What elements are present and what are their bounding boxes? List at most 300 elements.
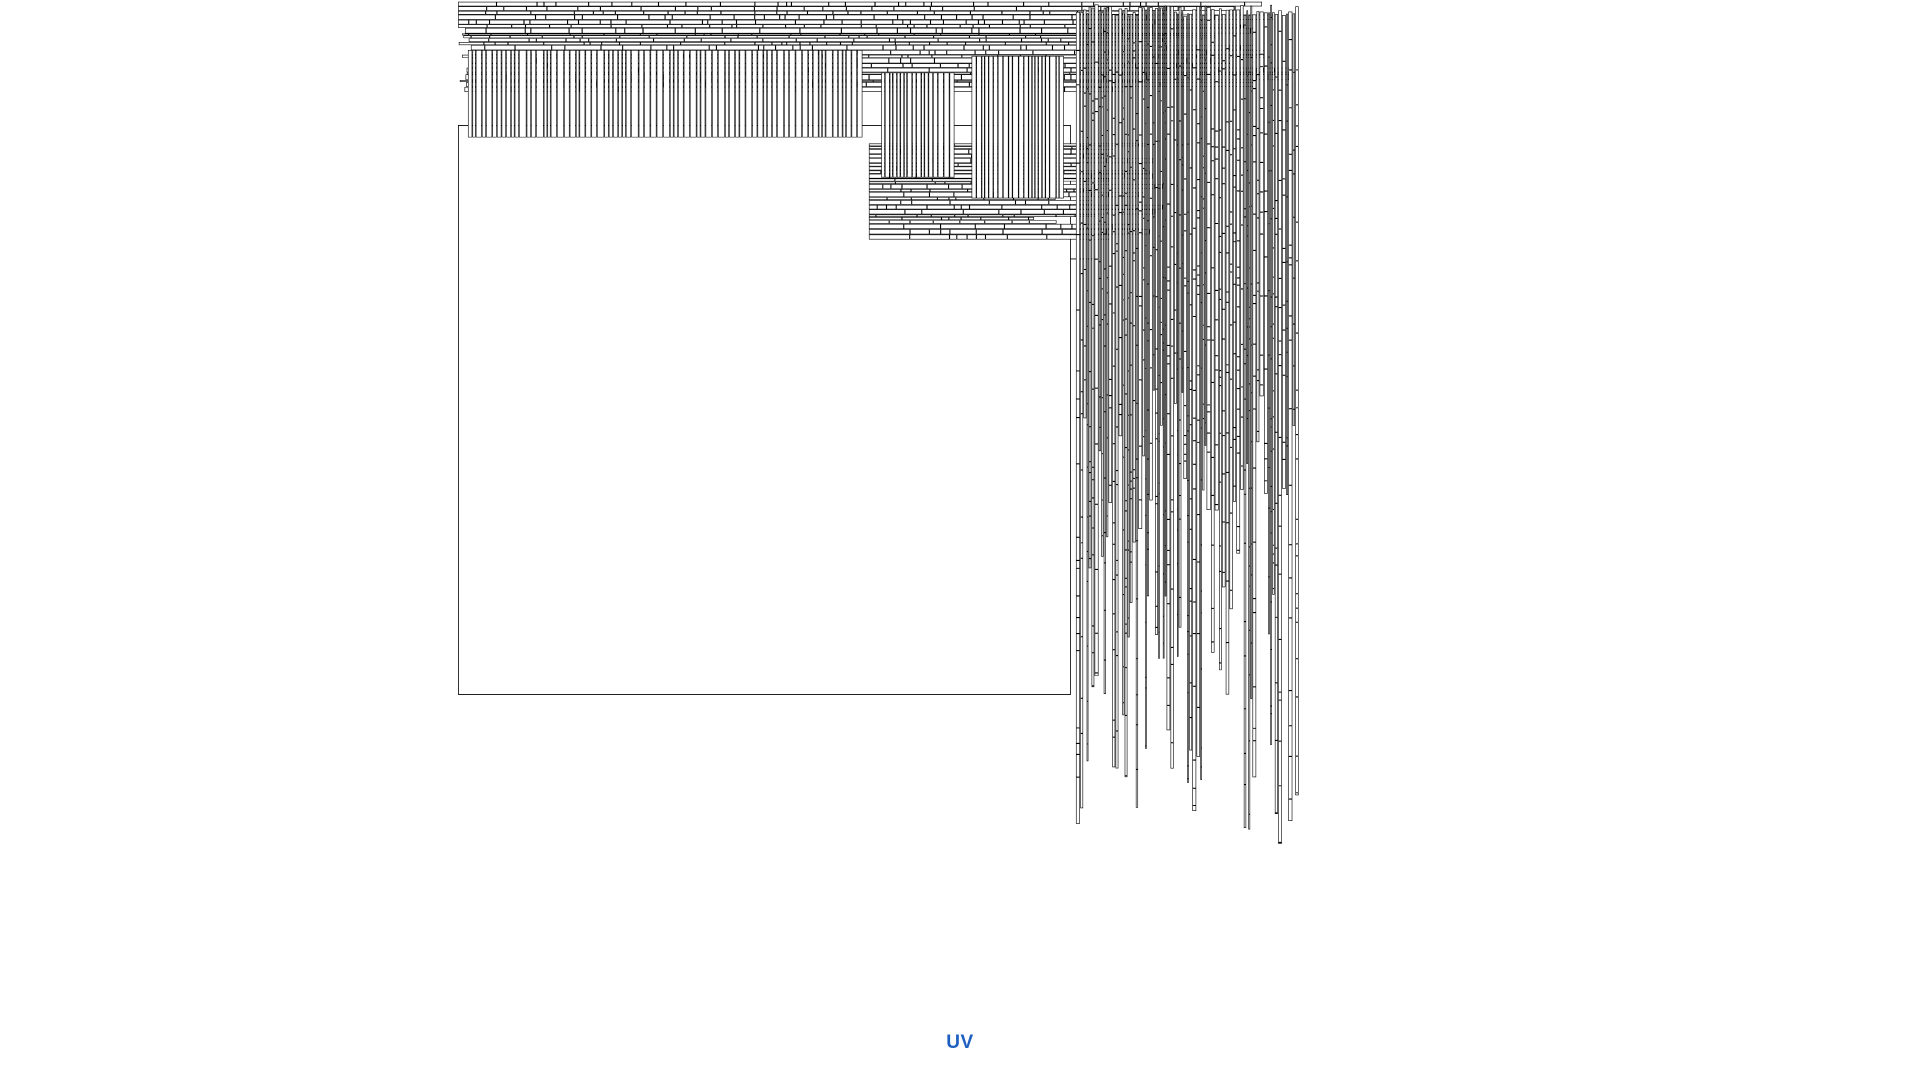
treemap-cell (1150, 134, 1153, 198)
treemap-cell (1215, 179, 1218, 223)
treemap-cell (1116, 561, 1118, 575)
treemap-cell (1197, 634, 1200, 707)
treemap-cell (690, 50, 696, 137)
treemap-cell (1273, 510, 1275, 545)
treemap-cell (1099, 279, 1100, 325)
treemap-cell (1187, 416, 1188, 431)
treemap-cell (1089, 427, 1091, 462)
treemap-cell (1197, 211, 1200, 218)
treemap-cell (1207, 7, 1211, 20)
treemap-cell (1116, 731, 1118, 768)
treemap-cell (1125, 135, 1127, 172)
treemap-cell (1264, 212, 1267, 257)
treemap-cell (1187, 431, 1188, 480)
treemap-cell (967, 68, 972, 72)
treemap-cell (1219, 663, 1221, 670)
treemap-cell (717, 45, 758, 49)
treemap-cell (1159, 188, 1160, 236)
treemap-cell (1123, 258, 1124, 274)
treemap-cell (579, 20, 600, 24)
treemap-cell (1244, 162, 1246, 209)
treemap-cell (1260, 109, 1263, 133)
treemap-cell (1171, 648, 1174, 664)
treemap-cell (1136, 141, 1138, 209)
treemap-cell (1139, 380, 1142, 446)
treemap-cell (912, 198, 938, 200)
treemap-cell (1187, 368, 1188, 416)
treemap-cell (841, 42, 852, 44)
treemap-cell (1253, 136, 1256, 162)
treemap-cell (698, 7, 711, 11)
treemap-cell (1133, 470, 1135, 478)
treemap-cell (1197, 124, 1200, 143)
treemap-cell (1167, 108, 1170, 134)
treemap-cell (564, 50, 569, 137)
treemap-cell (1143, 197, 1145, 218)
treemap-cell (1089, 145, 1091, 190)
treemap-cell (791, 34, 800, 35)
treemap-cell (1130, 232, 1132, 293)
treemap-cell (1197, 218, 1200, 266)
treemap-cell (1279, 741, 1282, 785)
treemap-cell (1279, 279, 1282, 308)
treemap-cell (1095, 444, 1098, 504)
treemap-cell (1282, 263, 1285, 305)
treemap-cell (805, 25, 821, 28)
treemap-cell (1102, 500, 1104, 535)
treemap-cell (623, 45, 651, 49)
treemap-cell (571, 25, 610, 28)
treemap-cell (772, 50, 776, 137)
treemap-cell (1289, 545, 1292, 578)
treemap-cell (734, 15, 754, 20)
treemap-cell (1257, 283, 1259, 291)
treemap-cell (1271, 63, 1272, 105)
treemap-cell (784, 50, 788, 137)
treemap-cell (1211, 383, 1214, 457)
treemap-cell (1125, 194, 1127, 206)
treemap-cell (1260, 67, 1263, 98)
treemap-cell (1128, 550, 1129, 618)
treemap-cell (1153, 145, 1154, 217)
treemap-cell (1222, 69, 1225, 147)
treemap-cell (752, 34, 791, 35)
treemap-cell (739, 34, 752, 35)
treemap-cell (1109, 191, 1112, 266)
treemap-cell (1289, 245, 1292, 257)
treemap-cell (1076, 418, 1079, 464)
treemap-cell (1179, 215, 1181, 268)
treemap-cell (877, 28, 897, 33)
treemap-cell (935, 11, 971, 14)
treemap-cell (1249, 675, 1250, 740)
treemap-cell (1155, 250, 1157, 296)
treemap-cell (1133, 261, 1135, 326)
treemap-cell (1293, 324, 1295, 365)
treemap-cell (1159, 566, 1160, 631)
treemap-cell (1193, 489, 1196, 559)
treemap-cell (1143, 280, 1145, 330)
treemap-cell (1241, 60, 1243, 99)
treemap-cell (1279, 341, 1282, 354)
treemap-cell (854, 39, 889, 42)
treemap-cell (1160, 172, 1162, 241)
treemap-cell (918, 11, 934, 14)
treemap-cell (1057, 205, 1069, 209)
treemap-cell (935, 58, 976, 63)
treemap-cell (1125, 394, 1127, 447)
treemap-cell (1211, 43, 1214, 56)
treemap-cell (1279, 355, 1282, 365)
treemap-cell (1193, 602, 1196, 633)
treemap-cell (1182, 86, 1183, 145)
treemap-cell (557, 50, 563, 137)
treemap-cell (1081, 543, 1083, 558)
treemap-cell (1251, 145, 1252, 205)
treemap-cell (852, 50, 857, 137)
treemap-cell (1286, 446, 1287, 495)
treemap-cell (1201, 117, 1202, 138)
treemap-cell (982, 56, 984, 198)
treemap-cell (792, 2, 829, 6)
treemap-cell (952, 73, 971, 74)
treemap-cell (949, 198, 955, 200)
treemap-cell (1147, 459, 1148, 494)
treemap-cell (1081, 699, 1083, 734)
treemap-cell (556, 2, 588, 6)
treemap-cell (1155, 8, 1157, 63)
treemap-cell (704, 34, 710, 35)
treemap-cell (1021, 25, 1031, 28)
treemap-cell (1102, 12, 1104, 74)
treemap-cell (833, 50, 837, 137)
treemap-cell (767, 50, 771, 137)
treemap-cell (1084, 270, 1086, 346)
treemap-cell (1167, 134, 1170, 203)
treemap-cell (1271, 512, 1272, 533)
treemap-cell (649, 36, 686, 38)
treemap-cell (1241, 148, 1243, 175)
treemap-cell (1222, 339, 1225, 410)
treemap-cell (674, 50, 678, 137)
treemap-cell (482, 50, 485, 137)
treemap-cell (1113, 215, 1115, 231)
treemap-cell (1155, 628, 1157, 635)
treemap-cell (1130, 293, 1132, 323)
treemap-cell (970, 36, 986, 38)
treemap-cell (1136, 695, 1138, 724)
treemap-cell (685, 11, 697, 14)
treemap-cell (1113, 720, 1115, 736)
treemap-cell (1167, 356, 1170, 363)
treemap-cell (1123, 108, 1124, 118)
treemap-cell (1116, 252, 1118, 287)
treemap-cell (1087, 744, 1088, 761)
treemap-cell (1279, 786, 1282, 842)
treemap-cell (1244, 364, 1246, 399)
treemap-cell (1293, 278, 1295, 323)
treemap-cell (1275, 813, 1277, 814)
treemap-cell (981, 217, 1008, 219)
treemap-cell (642, 25, 667, 28)
treemap-cell (1187, 481, 1188, 516)
treemap-cell (1275, 374, 1277, 432)
treemap-cell (1230, 379, 1233, 447)
treemap-cell (1122, 11, 1140, 14)
treemap-cell (1139, 42, 1142, 82)
treemap-cell (674, 45, 709, 49)
treemap-cell (1133, 401, 1135, 470)
treemap-cell (1296, 659, 1299, 697)
treemap-cell (1174, 353, 1176, 403)
treemap-cell (576, 50, 579, 137)
treemap-cell (721, 2, 755, 6)
treemap-cell (1268, 408, 1269, 467)
treemap-cell (1116, 575, 1118, 631)
treemap-cell (616, 11, 644, 14)
treemap-cell (1215, 370, 1218, 444)
treemap-cell (1045, 20, 1073, 24)
treemap-cell (1145, 318, 1146, 368)
treemap-cell (823, 7, 846, 11)
treemap-cell (1081, 559, 1083, 637)
treemap-cell (1092, 236, 1094, 304)
treemap-cell (570, 50, 575, 137)
treemap-cell (531, 50, 535, 137)
treemap-cell (1207, 452, 1211, 509)
treemap-cell (986, 50, 998, 54)
treemap-cell (1253, 81, 1256, 88)
treemap-cell (1087, 517, 1088, 551)
treemap-cell (1230, 272, 1233, 324)
treemap-cell (550, 25, 571, 28)
treemap-cell (869, 171, 880, 174)
treemap-cell (1249, 411, 1250, 488)
treemap-cell (1190, 90, 1192, 168)
treemap-cell (664, 50, 670, 137)
treemap-cell (1203, 92, 1204, 156)
treemap-cell (1257, 129, 1259, 180)
treemap-cell (1197, 266, 1200, 274)
treemap-cell (1275, 219, 1277, 234)
treemap-cell (1147, 221, 1148, 284)
treemap-cell (1215, 82, 1218, 131)
treemap-cell (1081, 274, 1083, 340)
treemap-cell (1260, 163, 1263, 192)
treemap-cell (927, 205, 954, 209)
treemap-cell (740, 50, 745, 137)
treemap-cell (1163, 617, 1164, 644)
treemap-cell (972, 28, 979, 33)
treemap-cell (1264, 459, 1267, 480)
treemap-cell (1010, 34, 1036, 35)
treemap-cell (904, 73, 906, 177)
treemap-cell (1184, 286, 1187, 351)
treemap-cell (1296, 105, 1299, 126)
treemap-cell (1184, 352, 1187, 406)
treemap-cell (846, 50, 851, 137)
treemap-cell (809, 50, 813, 137)
treemap-cell (1102, 98, 1104, 106)
treemap-cell (670, 50, 673, 137)
treemap-cell (1257, 381, 1259, 431)
treemap-cell (1184, 215, 1187, 231)
treemap-cell (1271, 650, 1272, 706)
treemap-cell (1143, 73, 1145, 99)
treemap-cell (1160, 8, 1162, 47)
treemap-cell (1226, 473, 1229, 523)
treemap-cell (1017, 7, 1041, 11)
treemap-cell (1104, 269, 1106, 314)
treemap-cell (1282, 305, 1285, 329)
treemap-cell (1076, 651, 1079, 728)
treemap-cell (696, 28, 722, 33)
treemap-cell (897, 205, 927, 209)
treemap-cell (1145, 74, 1146, 123)
treemap-cell (1113, 232, 1115, 253)
treemap-cell (930, 192, 954, 196)
treemap-cell (1211, 56, 1214, 129)
treemap-cell (1125, 87, 1127, 134)
treemap-cell (1289, 108, 1292, 154)
treemap-cell (1167, 706, 1170, 730)
treemap-cell (1190, 234, 1192, 304)
treemap-cell (1247, 288, 1248, 326)
treemap-cell (1241, 175, 1243, 191)
treemap-cell (1244, 349, 1246, 363)
treemap-cell (1289, 340, 1292, 408)
treemap-cell (927, 184, 948, 188)
treemap-cell (1241, 387, 1243, 417)
treemap-cell (1171, 121, 1174, 184)
treemap-cell (1081, 414, 1083, 470)
treemap-cell (639, 50, 644, 137)
treemap-cell (1251, 284, 1252, 344)
treemap-cell (876, 25, 907, 28)
treemap-cell (1089, 191, 1091, 240)
treemap-cell (616, 28, 624, 33)
treemap-cell (1268, 577, 1269, 634)
treemap-cell (1125, 716, 1127, 776)
treemap-cell (1113, 254, 1115, 313)
treemap-cell (1113, 156, 1115, 215)
treemap-cell (1089, 7, 1091, 28)
treemap-cell (935, 50, 946, 54)
treemap-cell (1241, 225, 1243, 289)
treemap-cell (1211, 10, 1214, 42)
treemap-cell (582, 28, 615, 33)
treemap-cell (1241, 192, 1243, 225)
treemap-cell (938, 73, 943, 177)
treemap-cell (504, 7, 526, 11)
treemap-cell (824, 20, 842, 24)
treemap-cell (1092, 101, 1094, 113)
treemap-cell (1031, 25, 1065, 28)
treemap-cell (989, 56, 993, 198)
treemap-cell (1253, 89, 1256, 126)
treemap-cell (1197, 79, 1200, 123)
treemap-cell (1092, 555, 1094, 626)
treemap-cell (1160, 383, 1162, 426)
treemap-cell (950, 200, 989, 204)
treemap-cell (1207, 405, 1211, 411)
treemap-cell (1089, 473, 1091, 501)
treemap-cell (1133, 253, 1135, 260)
treemap-cell (1087, 291, 1088, 326)
treemap-cell (1109, 81, 1112, 157)
treemap-cell (1143, 437, 1145, 456)
treemap-cell (746, 50, 752, 137)
treemap-cell (1092, 686, 1094, 687)
treemap-cell (975, 7, 1017, 11)
treemap-cell (1165, 511, 1166, 545)
treemap-cell (604, 34, 640, 35)
treemap-cell (1123, 196, 1124, 212)
treemap-cell (601, 20, 611, 24)
treemap-cell (1153, 10, 1154, 56)
treemap-cell (1211, 340, 1214, 382)
treemap-cell (1296, 261, 1299, 333)
treemap-cell (1282, 62, 1285, 130)
treemap-cell (1197, 295, 1200, 366)
treemap-cell (1249, 183, 1250, 206)
treemap-cell (1226, 433, 1229, 472)
treemap-cell (1139, 297, 1142, 306)
treemap-cell (1171, 7, 1174, 29)
treemap-cell (1197, 443, 1200, 515)
treemap-cell (1005, 224, 1046, 229)
treemap-cell (697, 50, 700, 137)
treemap-cell (1123, 13, 1124, 52)
treemap-cell (1104, 167, 1106, 222)
treemap-cell (590, 42, 601, 44)
treemap-cell (804, 7, 822, 11)
treemap-cell (799, 15, 826, 20)
treemap-cell (898, 15, 925, 20)
treemap-cell (1271, 327, 1272, 359)
treemap-cell (490, 36, 510, 38)
treemap-cell (1241, 466, 1243, 489)
treemap-cell (1268, 291, 1269, 355)
treemap-cell (1251, 6, 1252, 57)
treemap-cell (938, 39, 979, 42)
treemap-cell (1019, 56, 1024, 198)
treemap-cell (1130, 14, 1132, 86)
treemap-cell (786, 25, 804, 28)
treemap-cell (1165, 111, 1166, 123)
treemap-cell (1215, 224, 1218, 290)
treemap-cell (1273, 449, 1275, 509)
treemap-cell (1279, 438, 1282, 495)
treemap-cell (966, 42, 1005, 44)
treemap-cell (829, 2, 845, 6)
treemap-cell (753, 50, 757, 137)
treemap-cell (1147, 284, 1148, 323)
treemap-cell (1128, 450, 1129, 485)
treemap-cell (1296, 556, 1299, 593)
treemap-cell (1260, 133, 1263, 162)
treemap-cell (1102, 454, 1104, 500)
treemap-cell (1187, 14, 1188, 78)
treemap-cell (869, 200, 900, 204)
treemap-cell (1275, 683, 1277, 740)
treemap-cell (789, 36, 824, 38)
treemap-cell (1289, 70, 1292, 107)
treemap-cell (961, 217, 980, 219)
treemap-cell (531, 11, 574, 14)
treemap-cell (1026, 200, 1049, 204)
treemap-cell (1187, 144, 1188, 211)
